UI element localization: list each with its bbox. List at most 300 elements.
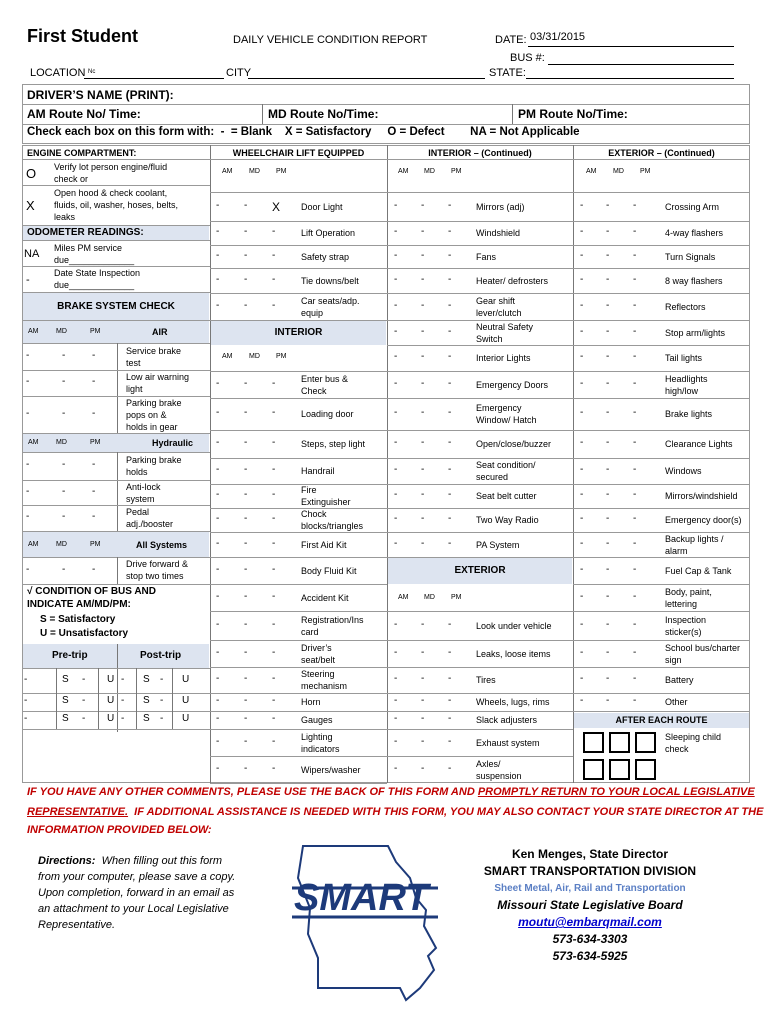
interior-3-am-box[interactable]: - [216,464,220,475]
exterior-4-am-box[interactable]: - [394,713,398,724]
exterior-cont-8-md-box[interactable]: - [606,407,610,418]
interior-cont-8-md-box[interactable]: - [421,407,425,418]
exterior-cont-12-pm-box[interactable]: - [633,513,637,524]
exterior-cont-item-6 [665,352,702,364]
exterior-cont-19-md-box[interactable]: - [606,695,610,706]
label-line: secured [476,472,509,482]
interior-10-md-box[interactable]: - [244,646,248,658]
interior-cont-5-md-box[interactable]: - [421,325,425,337]
wheelchair-md-label: MD [249,168,260,175]
exterior-cont-19-am-box[interactable]: - [580,695,584,706]
exterior-cont-5-md-box[interactable]: - [606,325,610,337]
exterior-cont-18-pm-box[interactable]: - [633,673,637,684]
interior-12-pm-box[interactable]: - [272,695,276,706]
after-route-box-3[interactable] [635,732,656,753]
exterior-cont-11-md-box[interactable]: - [606,489,610,500]
interior-cont-12-am-box[interactable]: - [394,513,398,524]
exterior-cont-2-am-box[interactable]: - [580,249,584,261]
pre-trip-s-1[interactable]: S [62,695,69,706]
wheelchair-3-pm-box[interactable]: - [272,273,276,285]
label-line[interactable]: due_____________ [54,280,135,290]
row-divider [387,371,573,372]
interior-6-pm-box[interactable]: - [272,537,276,549]
exterior-cont-16-am-box[interactable]: - [580,618,584,630]
row-divider [22,185,210,186]
wheelchair-4-am-box[interactable]: - [216,299,220,311]
interior-14-pm-box[interactable]: - [272,735,276,747]
hydraulic-2-am-box[interactable]: - [26,511,30,522]
wheelchair-0-md-box[interactable]: - [244,199,248,211]
interior-cont-item-4 [476,295,522,319]
interior-15-pm-box[interactable]: - [272,762,276,774]
exterior-cont-11-am-box[interactable]: - [580,489,584,500]
interior-cont-0-am-box[interactable]: - [394,199,398,211]
exterior-cont-5-pm-box[interactable]: - [633,325,637,337]
exterior-cont-5-am-box[interactable]: - [580,325,584,337]
exterior-cont-7-am-box[interactable]: - [580,377,584,389]
exterior-4-pm-box[interactable]: - [448,713,452,724]
after-route-box-6[interactable] [635,759,656,780]
exterior-5-am-box[interactable]: - [394,735,398,747]
exterior-cont-17-pm-box[interactable]: - [633,646,637,658]
interior-cont-1-am-box[interactable]: - [394,226,398,237]
interior-6-md-box[interactable]: - [244,537,248,549]
exterior-cont-2-pm-box[interactable]: - [633,249,637,261]
interior-12-md-box[interactable]: - [244,695,248,706]
wheelchair-1-am-box[interactable]: - [216,226,220,237]
interior-5-pm-box[interactable]: - [272,513,276,524]
exterior-cont-14-pm-box[interactable]: - [633,563,637,575]
air-0-pm-box[interactable]: - [92,349,96,361]
state-field[interactable] [526,78,734,79]
interior-cont-7-pm-box[interactable]: - [448,377,452,389]
exterior-cont-15-pm-box[interactable]: - [633,590,637,602]
label-line: Fuel Cap & Tank [665,565,732,576]
exterior-5-pm-box[interactable]: - [448,735,452,747]
post-trip-u-1[interactable]: U [182,695,190,706]
exterior-0-pm-box[interactable]: - [448,618,452,630]
interior-2-am-box[interactable]: - [216,437,220,448]
exterior-cont-15-am-box[interactable]: - [580,590,584,602]
date-field[interactable]: 03/31/2015 [530,31,586,43]
wheelchair-header: WHEELCHAIR LIFT EQUIPPED [232,148,365,158]
exterior-pm-label: PM [451,594,462,601]
air-0-md-box[interactable]: - [62,349,66,361]
interior-4-am-box[interactable]: - [216,489,220,500]
hydraulic-title: Hydraulic [152,438,194,448]
label-line: Neutral Safety [476,321,534,332]
bus-field[interactable] [548,64,734,65]
interior-cont-3-am-box[interactable]: - [394,273,398,285]
am-route-label[interactable]: AM Route No/ Time: [27,107,141,121]
label-line: Window/ Hatch [476,415,537,425]
label-line: equip [301,307,324,318]
air-1-pm-box[interactable]: - [92,376,96,387]
exterior-cont-6-am-box[interactable]: - [580,351,584,362]
interior-14-md-box[interactable]: - [244,735,248,747]
interior-cont-10-md-box[interactable]: - [421,464,425,475]
interior-13-md-box[interactable]: - [244,713,248,724]
interior-cont-0-pm-box[interactable]: - [448,199,452,211]
label-line: Horn [301,697,321,707]
interior-cont-13-pm-box[interactable]: - [448,537,452,549]
row-divider [573,557,750,558]
interior-cont-7-am-box[interactable]: - [394,377,398,389]
hydraulic-1-pm-box[interactable]: - [92,485,96,497]
interior-7-am-box[interactable]: - [216,563,220,575]
exterior-2-am-box[interactable]: - [394,673,398,684]
row-divider [573,345,750,346]
interior-cont-6-pm-box[interactable]: - [448,351,452,362]
row-divider [387,398,573,399]
exterior-cont-10-pm-box[interactable]: - [633,464,637,475]
interior-3-pm-box[interactable]: - [272,464,276,475]
interior-9-pm-box[interactable]: - [272,618,276,630]
exterior-cont-7-md-box[interactable]: - [606,377,610,389]
location-label: LOCATION [30,67,86,79]
exterior-cont-13-pm-box[interactable]: - [633,537,637,549]
row-divider [210,484,387,485]
interior-cont-5-pm-box[interactable]: - [448,325,452,337]
interior-cont-1-pm-box[interactable]: - [448,226,452,237]
label-line: Two Way Radio [476,515,539,525]
interior-7-md-box[interactable]: - [244,563,248,575]
exterior-cont-18-am-box[interactable]: - [580,673,584,684]
wheelchair-2-am-box[interactable]: - [216,249,220,261]
exterior-cont-6-md-box[interactable]: - [606,351,610,362]
exterior-1-am-box[interactable]: - [394,646,398,658]
interior-cont-13-md-box[interactable]: - [421,537,425,549]
exterior-cont-9-pm-box[interactable]: - [633,437,637,448]
pre-trip-u-1[interactable]: U [107,695,115,706]
exterior-0-am-box[interactable]: - [394,618,398,630]
interior-item-7 [301,565,357,577]
interior-1-am-box[interactable]: - [216,407,220,418]
post-trip-u-2[interactable]: U [182,713,190,724]
pre-trip-dash-1: - [82,695,86,706]
label-line: Crossing Arm [665,201,720,212]
exterior-cont-item-12 [665,514,742,526]
hydraulic-2-md-box[interactable]: - [62,511,66,522]
row-divider [573,584,750,585]
pre-trip-u-0[interactable]: U [107,673,115,685]
exterior-cont-9-md-box[interactable]: - [606,437,610,448]
exterior-cont-13-md-box[interactable]: - [606,537,610,549]
interior-cont-5-am-box[interactable]: - [394,325,398,337]
interior-cont-2-am-box[interactable]: - [394,249,398,261]
row-divider [22,396,210,397]
pre-trip-dash-0: - [82,673,86,685]
interior-14-am-box[interactable]: - [216,735,220,747]
exterior-cont-am-label: AM [586,168,597,175]
air-2-am-box[interactable]: - [26,407,30,419]
exterior-3-pm-box[interactable]: - [448,695,452,706]
interior-cont-3-md-box[interactable]: - [421,273,425,285]
wheelchair-1-md-box[interactable]: - [244,226,248,237]
interior-cont-4-am-box[interactable]: - [394,299,398,311]
exterior-cont-1-am-box[interactable]: - [580,226,584,237]
exterior-cont-14-md-box[interactable]: - [606,563,610,575]
engine-row-1-mark[interactable]: X [26,198,35,213]
interior-13-am-box[interactable]: - [216,713,220,724]
interior-11-am-box[interactable]: - [216,673,220,684]
exterior-cont-3-md-box[interactable]: - [606,273,610,285]
interior-cont-4-pm-box[interactable]: - [448,299,452,311]
row-divider [210,584,387,585]
interior-1-pm-box[interactable]: - [272,407,276,418]
interior-cont-7-md-box[interactable]: - [421,377,425,389]
exterior-cont-3-pm-box[interactable]: - [633,273,637,285]
wheelchair-0-am-box[interactable]: - [216,199,220,211]
interior-2-pm-box[interactable]: - [272,437,276,448]
exterior-3-am-box[interactable]: - [394,695,398,706]
interior-5-md-box[interactable]: - [244,513,248,524]
exterior-cont-2-md-box[interactable]: - [606,249,610,261]
exterior-cont-13-am-box[interactable]: - [580,537,584,549]
exterior-6-pm-box[interactable]: - [448,762,452,774]
row-divider [210,756,387,757]
odometer-row-0-mark[interactable]: NA [24,248,40,260]
hydraulic-1-md-box[interactable]: - [62,485,66,497]
exterior-cont-17-md-box[interactable]: - [606,646,610,658]
interior-11-pm-box[interactable]: - [272,673,276,684]
hydraulic-am-label: AM [28,439,39,446]
hydraulic-1-am-box[interactable]: - [26,485,30,497]
row-divider [573,430,750,431]
location-field[interactable]: Nc [88,69,96,75]
exterior-item-1 [476,648,551,660]
interior-cont-item-1 [476,227,520,239]
interior-10-am-box[interactable]: - [216,646,220,658]
interior-cont-3-pm-box[interactable]: - [448,273,452,285]
exterior-cont-1-md-box[interactable]: - [606,226,610,237]
hydraulic-2-pm-box[interactable]: - [92,511,96,522]
check-legend: Check each box on this form with: - = Blank X = Satisfactory O = Defect NA = Not Applicable [27,126,580,138]
interior-cont-2-md-box[interactable]: - [421,249,425,261]
interior-cont-0-md-box[interactable]: - [421,199,425,211]
wheelchair-0-pm-box[interactable]: X [272,199,281,214]
row-divider [210,458,387,459]
interior-cont-2-pm-box[interactable]: - [448,249,452,261]
air-1-am-box[interactable]: - [26,376,30,387]
exterior-cont-1-pm-box[interactable]: - [633,226,637,237]
hydraulic-0-md-box[interactable]: - [62,459,66,470]
label-line: 8 way flashers [665,275,723,286]
exterior-cont-4-md-box[interactable]: - [606,299,610,311]
odometer-row-1-mark[interactable]: - [26,274,30,286]
exterior-cont-0-md-box[interactable]: - [606,199,610,211]
email-link[interactable]: moutu@embarqmail.com [518,915,662,929]
after-route-box-4[interactable] [583,759,604,780]
after-route-box-5[interactable] [609,759,630,780]
interior-11-md-box[interactable]: - [244,673,248,684]
interior-1-md-box[interactable]: - [244,407,248,418]
interior-8-am-box[interactable]: - [216,590,220,602]
exterior-cont-12-am-box[interactable]: - [580,513,584,524]
interior-cont-10-am-box[interactable]: - [394,464,398,475]
interior-cont-9-am-box[interactable]: - [394,437,398,448]
interior-cont-11-am-box[interactable]: - [394,489,398,500]
hydraulic-0-am-box[interactable]: - [26,459,30,470]
interior-9-am-box[interactable]: - [216,618,220,630]
row-divider [22,452,210,453]
post-trip-s-1[interactable]: S [143,695,150,706]
interior-3-md-box[interactable]: - [244,464,248,475]
interior-cont-12-md-box[interactable]: - [421,513,425,524]
interior-cont-10-pm-box[interactable]: - [448,464,452,475]
exterior-2-pm-box[interactable]: - [448,673,452,684]
interior-cont-4-md-box[interactable]: - [421,299,425,311]
interior-cont-9-pm-box[interactable]: - [448,437,452,448]
post-trip-u-0[interactable]: U [182,673,190,685]
all-systems-am-label: AM [28,541,39,548]
city-field[interactable] [248,78,485,79]
interior-12-am-box[interactable]: - [216,695,220,706]
interior-5-am-box[interactable]: - [216,513,220,524]
interior-9-md-box[interactable]: - [244,618,248,630]
exterior-cont-18-md-box[interactable]: - [606,673,610,684]
interior-cont-12-pm-box[interactable]: - [448,513,452,524]
interior-cont-6-md-box[interactable]: - [421,351,425,362]
interior-13-pm-box[interactable]: - [272,713,276,724]
air-2-md-box[interactable]: - [62,407,66,419]
wheelchair-1-pm-box[interactable]: - [272,226,276,237]
label-line: Gear shift [476,295,516,306]
exterior-cont-3-am-box[interactable]: - [580,273,584,285]
engine-header: ENGINE COMPARTMENT: [27,148,137,158]
md-route-label[interactable]: MD Route No/Time: [268,107,379,121]
exterior-6-am-box[interactable]: - [394,762,398,774]
wheelchair-3-md-box[interactable]: - [244,273,248,285]
after-route-box-2[interactable] [609,732,630,753]
row-divider [210,268,387,269]
exterior-cont-15-md-box[interactable]: - [606,590,610,602]
pm-route-label[interactable]: PM Route No/Time: [518,107,628,121]
pre-trip-s-0[interactable]: S [62,673,69,685]
interior-4-md-box[interactable]: - [244,489,248,500]
interior-6-am-box[interactable]: - [216,537,220,549]
pre-trip-s-2[interactable]: S [62,713,69,724]
exterior-cont-19-pm-box[interactable]: - [633,695,637,706]
exterior-cont-item-5 [665,327,725,339]
exterior-cont-11-pm-box[interactable]: - [633,489,637,500]
interior-cont-6-am-box[interactable]: - [394,351,398,362]
exterior-cont-item-0 [665,201,719,213]
label-line: Verify lot person engine/fluid [54,162,168,172]
exterior-cont-0-am-box[interactable]: - [580,199,584,211]
interior-4-pm-box[interactable]: - [272,489,276,500]
interior-0-md-box[interactable]: - [244,377,248,389]
exterior-cont-6-pm-box[interactable]: - [633,351,637,362]
air-2-pm-box[interactable]: - [92,407,96,419]
exterior-1-md-box[interactable]: - [421,646,425,658]
air-0-am-box[interactable]: - [26,349,30,361]
all-systems-0-pm-box[interactable]: - [92,564,96,575]
row-divider [387,693,573,694]
post-trip-s-2[interactable]: S [143,713,150,724]
exterior-cont-8-pm-box[interactable]: - [633,407,637,418]
exterior-cont-14-am-box[interactable]: - [580,563,584,575]
interior-cont-13-am-box[interactable]: - [394,537,398,549]
exterior-cont-9-am-box[interactable]: - [580,437,584,448]
label-line: Fans [476,251,497,262]
exterior-cont-16-pm-box[interactable]: - [633,618,637,630]
post-trip-s-0[interactable]: S [143,673,150,685]
exterior-cont-4-am-box[interactable]: - [580,299,584,311]
label-line: Windshield [476,228,521,238]
label-line: Heater/ defrosters [476,275,549,286]
interior-10-pm-box[interactable]: - [272,646,276,658]
interior-0-am-box[interactable]: - [216,377,220,389]
label-line[interactable]: due_____________ [54,255,135,265]
air-1-md-box[interactable]: - [62,376,66,387]
after-route-box-1[interactable] [583,732,604,753]
interior-8-pm-box[interactable]: - [272,590,276,602]
all-systems-0-md-box[interactable]: - [62,564,66,575]
engine-row-0-text [54,161,167,185]
exterior-cont-7-pm-box[interactable]: - [633,377,637,389]
exterior-cont-16-md-box[interactable]: - [606,618,610,630]
exterior-cont-10-md-box[interactable]: - [606,464,610,475]
exterior-4-md-box[interactable]: - [421,713,425,724]
interior-cont-8-am-box[interactable]: - [394,407,398,418]
wheelchair-3-am-box[interactable]: - [216,273,220,285]
interior-cont-am-label: AM [398,168,409,175]
interior-cont-8-pm-box[interactable]: - [448,407,452,418]
exterior-cont-10-am-box[interactable]: - [580,464,584,475]
exterior-1-pm-box[interactable]: - [448,646,452,658]
label-line: Backup lights / [665,533,724,544]
interior-8-md-box[interactable]: - [244,590,248,602]
row-divider [22,729,210,730]
interior-2-md-box[interactable]: - [244,437,248,448]
wheelchair-2-pm-box[interactable]: - [272,249,276,261]
engine-row-0-mark[interactable]: O [26,166,37,181]
hydraulic-0-pm-box[interactable]: - [92,459,96,470]
interior-0-pm-box[interactable]: - [272,377,276,389]
interior-15-md-box[interactable]: - [244,762,248,774]
exterior-3-md-box[interactable]: - [421,695,425,706]
exterior-0-md-box[interactable]: - [421,618,425,630]
wheelchair-4-pm-box[interactable]: - [272,299,276,311]
all-systems-0-am-box[interactable]: - [26,564,30,575]
exterior-5-md-box[interactable]: - [421,735,425,747]
label-line: lever/clutch [476,307,522,318]
row-divider [210,640,387,641]
label-line: Fire [301,485,317,495]
post-trip-dash-1: - [121,695,125,706]
exterior-cont-0-pm-box[interactable]: - [633,199,637,211]
interior-cont-11-md-box[interactable]: - [421,489,425,500]
exterior-cont-4-pm-box[interactable]: - [633,299,637,311]
interior-15-am-box[interactable]: - [216,762,220,774]
exterior-cont-17-am-box[interactable]: - [580,646,584,658]
interior-item-13 [301,714,333,726]
row-divider [210,371,387,372]
interior-7-pm-box[interactable]: - [272,563,276,575]
interior-cont-9-md-box[interactable]: - [421,437,425,448]
exterior-2-md-box[interactable]: - [421,673,425,684]
exterior-cont-8-am-box[interactable]: - [580,407,584,418]
wheelchair-4-md-box[interactable]: - [244,299,248,311]
exterior-6-md-box[interactable]: - [421,762,425,774]
exterior-cont-12-md-box[interactable]: - [606,513,610,524]
interior-cont-11-pm-box[interactable]: - [448,489,452,500]
wheelchair-2-md-box[interactable]: - [244,249,248,261]
interior-cont-1-md-box[interactable]: - [421,226,425,237]
pre-trip-u-2[interactable]: U [107,713,115,724]
label-line: holds in gear [126,421,178,432]
